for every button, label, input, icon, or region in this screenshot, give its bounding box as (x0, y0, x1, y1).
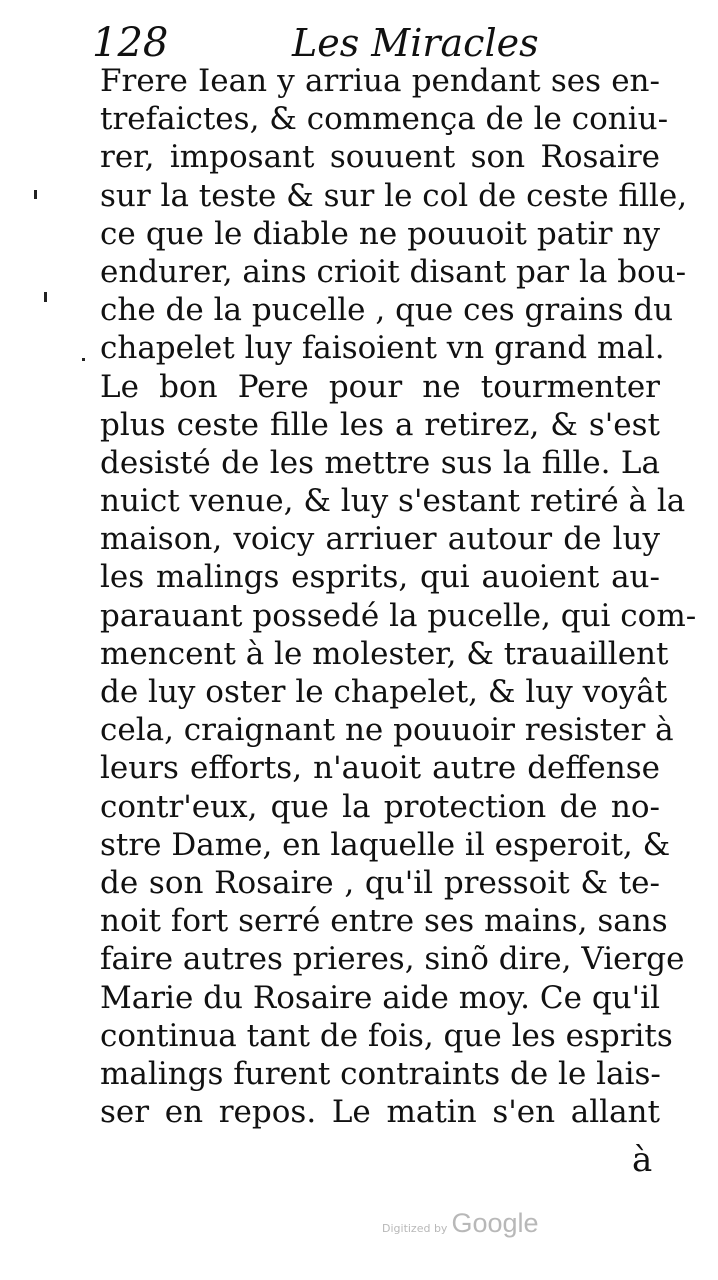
margin-speck (44, 292, 47, 302)
text-line: contr'eux, que la protection de no- (100, 788, 660, 825)
text-line: leurs efforts, n'auoit autre deffense (100, 750, 660, 787)
digitized-by-google (382, 1208, 539, 1239)
text-line: de luy oster le chapelet, & luy voyât (100, 674, 668, 710)
text-line: plus ceste fille les a retirez, & s'est (100, 406, 660, 443)
text-line: nuict venue, & luy s'estant retiré à la (100, 483, 686, 520)
catchword: à (632, 1140, 653, 1180)
text-line: trefaictes, & commença de le coniu- (100, 101, 669, 138)
page-header (92, 18, 652, 68)
text-line: desisté de les mettre sus la fille. La (100, 444, 660, 481)
text-line: faire autres prieres, sinõ dire, Vierge (100, 941, 685, 978)
text-line: de son Rosaire , qu'il pressoit & te- (100, 864, 660, 901)
running-head: Les Miracles (292, 21, 539, 65)
text-line: chapelet luy faisoient vn grand mal. (100, 330, 665, 367)
text-line: Le bon Pere pour ne tourmenter (100, 368, 660, 405)
text-line: rer, imposant souuent son Rosaire (100, 139, 660, 176)
text-line: che de la pucelle , que ces grains du (100, 292, 674, 329)
text-line: stre Dame, en laquelle il esperoit, & (100, 826, 671, 863)
text-line: endurer, ains crioit disant par la bou- (100, 253, 687, 290)
text-line: malings furent contraints de le lais- (100, 1055, 661, 1092)
text-line: sur la teste & sur le col de ceste fille, (100, 177, 688, 214)
text-line: Frere Iean y arriua pendant ses en- (100, 63, 660, 99)
digitized-label: Digitized by (382, 1222, 448, 1235)
text-line: noit fort serré entre ses mains, sans (100, 903, 668, 940)
text-line: Marie du Rosaire aide moy. Ce qu'il (100, 979, 660, 1016)
margin-speck (34, 190, 37, 199)
text-line: ser en repos. Le matin s'en allant (100, 1094, 660, 1131)
text-line: les malings esprits, qui auoient au- (100, 559, 660, 596)
text-line: mencent à le molester, & trauaillent (100, 635, 669, 672)
margin-speck (82, 358, 85, 361)
text-line: continua tant de fois, que les esprits (100, 1017, 673, 1054)
text-line: maison, voicy arriuer autour de luy (100, 521, 660, 558)
google-logo: Google (451, 1208, 539, 1238)
text-line: cela, craignant ne pouuoir resister à (100, 712, 674, 749)
body-text (100, 62, 697, 1131)
text-line: ce que le diable ne pouuoit patir ny (100, 215, 660, 252)
page-number: 128 (92, 20, 169, 66)
text-line: parauant possedé la pucelle, qui com- (100, 597, 697, 634)
